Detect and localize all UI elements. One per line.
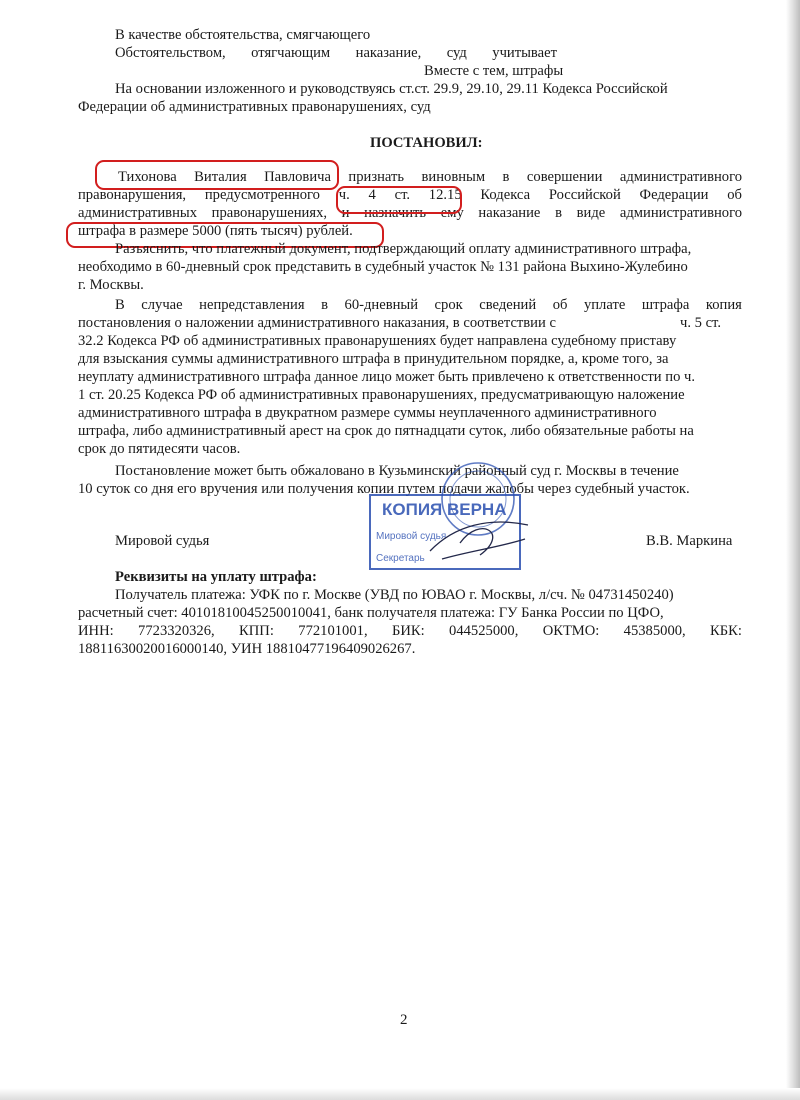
- word: ему: [440, 205, 464, 221]
- signature-role: Мировой судья: [115, 533, 210, 549]
- word: Тихонова: [118, 169, 177, 185]
- word: Кодекса: [480, 187, 531, 203]
- text-line: Вместе с тем, штрафы: [424, 63, 564, 79]
- word: срок: [434, 297, 463, 313]
- word: и: [341, 205, 350, 221]
- word: в: [555, 205, 562, 221]
- text-line: для взыскания суммы административного штрафа в принудительном порядке, а, кроме того, за: [78, 351, 669, 367]
- text-line: 10 суток со дня его вручения или получения копии путем подачи жалобы через судебный участок.: [78, 481, 690, 497]
- word: отягчающим: [251, 45, 331, 61]
- word: Российской: [548, 187, 621, 203]
- word: БИК:: [391, 623, 425, 639]
- word: случае: [141, 297, 183, 313]
- word: 45385000,: [623, 623, 686, 639]
- copy-certified-stamp: [360, 455, 530, 585]
- signature-name: В.В. Маркина: [646, 533, 733, 549]
- word: в: [502, 169, 510, 185]
- text-line: В качестве обстоятельства, смягчающего: [115, 27, 371, 43]
- text-line: Федерации об административных правонарушениях, суд: [78, 99, 431, 115]
- word: копия: [705, 297, 742, 313]
- word: административного: [619, 205, 742, 221]
- word: КПП:: [239, 623, 274, 639]
- word: Виталия: [194, 169, 247, 185]
- text-line: 1 ст. 20.25 Кодекса РФ об административных правонарушениях, предусматривающую наложение: [78, 387, 685, 403]
- word: 044525000,: [449, 623, 519, 639]
- word: об: [552, 297, 568, 313]
- requisites-line-justified: [78, 622, 742, 640]
- word: учитывает: [492, 45, 557, 61]
- requisites-heading: Реквизиты на уплату штрафа:: [115, 569, 317, 585]
- word: 60-дневный: [344, 297, 419, 313]
- word: признать: [348, 169, 405, 185]
- word: совершении: [526, 169, 603, 185]
- text-line: На основании изложенного и руководствуясь ст.ст. 29.9, 29.10, 29.11 Кодекса Российской: [115, 81, 668, 97]
- text-line: срок до пятидесяти часов.: [78, 441, 241, 457]
- resolution-heading: ПОСТАНОВИЛ:: [370, 135, 483, 151]
- word: виновным: [421, 169, 486, 185]
- text-line: 32.2 Кодекса РФ об административных правонарушениях будет направлена судебному приставу: [78, 333, 677, 349]
- scan-edge-right: [786, 0, 800, 1100]
- text-line-justified: [115, 44, 557, 62]
- word: в: [321, 297, 328, 313]
- word: КБК:: [710, 623, 742, 639]
- text-line-justified: [115, 296, 742, 314]
- word: административных: [78, 205, 197, 221]
- word: предусмотренного: [204, 187, 320, 203]
- text-line: неуплату административного штрафа данное лицо может быть привлечено к ответственности по ч.: [78, 369, 696, 385]
- word: штрафа: [641, 297, 690, 313]
- word: Обстоятельством,: [115, 45, 226, 61]
- word: непредставления: [199, 297, 305, 313]
- word: 7723320326,: [138, 623, 215, 639]
- word: назначить: [364, 205, 427, 221]
- word: В: [115, 297, 125, 313]
- word: ст.: [394, 187, 410, 203]
- word: 772101001,: [298, 623, 368, 639]
- text-line: постановления о наложении административного наказания, в соответствии с: [78, 315, 556, 331]
- word: правонарушения,: [78, 187, 187, 203]
- text-line: Постановление может быть обжаловано в Кузьминский районный суд г. Москвы в течение: [115, 463, 679, 479]
- requisites-line: Получатель платежа: УФК по г. Москве (УВД по ЮВАО г. Москвы, л/сч. № 04731450240): [115, 587, 674, 603]
- word: правонарушениях,: [211, 205, 328, 221]
- word: наказание,: [355, 45, 422, 61]
- word: Павловича: [264, 169, 331, 185]
- word: Федерации: [639, 187, 709, 203]
- text-line: административного штрафа в двукратном размере суммы неуплаченного административного: [78, 405, 657, 421]
- word: ч.: [338, 187, 350, 203]
- word: наказание: [478, 205, 541, 221]
- requisites-line: 18811630020016000140, УИН 18810477196409026267.: [78, 641, 416, 657]
- page-number: 2: [400, 1012, 408, 1028]
- text-line: Разъяснить, что платежный документ, подтверждающий оплату административного штрафа,: [115, 241, 692, 257]
- word: 4: [368, 187, 376, 203]
- stamp-line-1: Мировой судья: [376, 531, 447, 542]
- text-line: штрафа, либо административный арест на срок до пятнадцати суток, либо обязательные работы на: [78, 423, 694, 439]
- scan-edge-bottom: [0, 1088, 800, 1100]
- word: виде: [576, 205, 606, 221]
- text-line: штрафа в размере 5000 (пять тысяч) рублей.: [78, 223, 353, 239]
- stamp-title: КОПИЯ ВЕРНА: [382, 500, 507, 519]
- word: об: [727, 187, 742, 203]
- word: ИНН:: [78, 623, 114, 639]
- text-line: г. Москвы.: [78, 277, 144, 293]
- word: суд: [446, 45, 467, 61]
- requisites-line: расчетный счет: 40101810045250010041, банк получателя платежа: ГУ Банка России по ЦФО,: [78, 605, 664, 621]
- word: административного: [619, 169, 742, 185]
- text-line: ч. 5 ст.: [680, 315, 721, 331]
- stamp-line-2: Секретарь: [376, 553, 425, 564]
- word: 12.15: [428, 187, 462, 203]
- word: сведений: [479, 297, 537, 313]
- highlight-name: [95, 160, 339, 190]
- word: ОКТМО:: [542, 623, 600, 639]
- text-line: необходимо в 60-дневный срок представить в судебный участок № 131 района Выхино-Жулебино: [78, 259, 688, 275]
- highlight-article: [336, 186, 462, 214]
- word: уплате: [583, 297, 626, 313]
